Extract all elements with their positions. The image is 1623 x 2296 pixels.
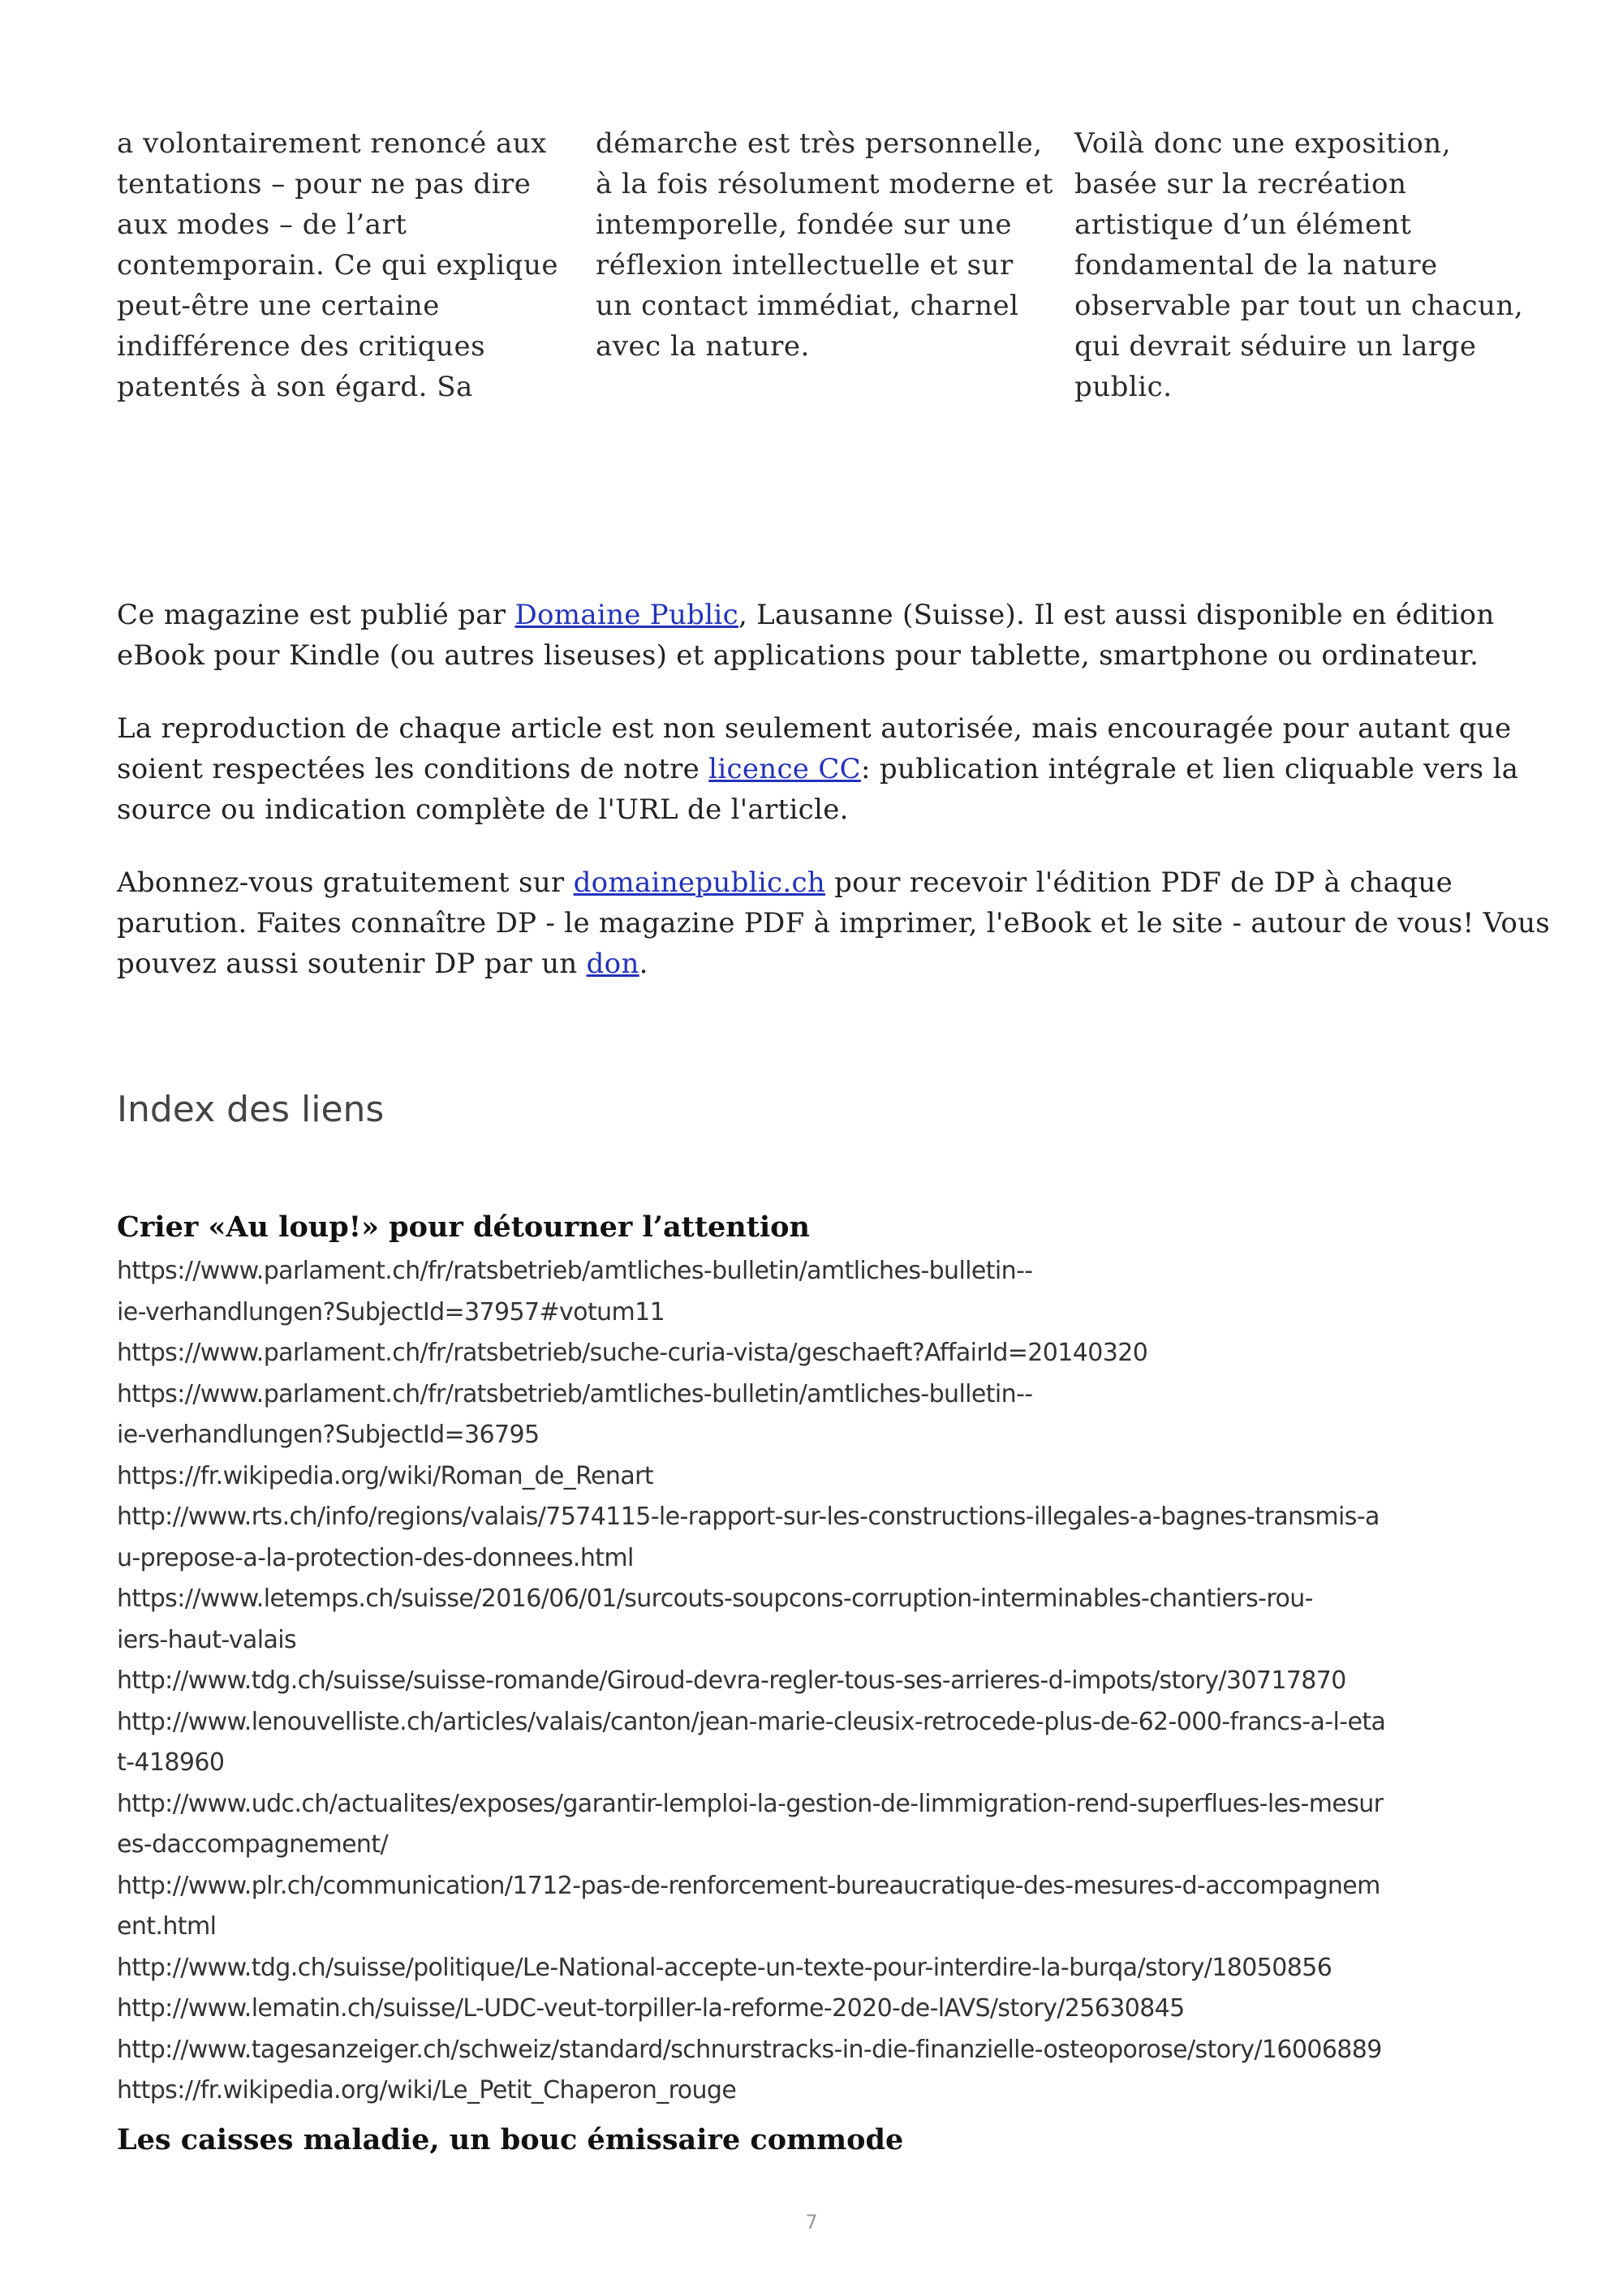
text-run: Ce magazine est publié par xyxy=(117,599,515,631)
article-title: Les caisses maladie, un bouc émissaire commode xyxy=(117,2122,904,2156)
url-line[interactable]: ie-verhandlungen?SubjectId=37957#votum11 xyxy=(117,1297,665,1326)
url-line[interactable]: https://fr.wikipedia.org/wiki/Roman_de_Renart xyxy=(117,1461,654,1490)
domainepublic-link[interactable]: domainepublic.ch xyxy=(573,866,825,899)
column-line: aux modes – de l’art xyxy=(117,209,407,241)
column-line: indifférence des critiques xyxy=(117,330,486,363)
paragraph-line xyxy=(117,862,1521,903)
column-line: avec la nature. xyxy=(596,330,810,363)
article-title: Crier «Au loup!» pour détourner l’attention xyxy=(117,1210,810,1244)
column-line: a volontairement renoncé aux xyxy=(117,127,547,160)
column-line: Voilà donc une exposition, xyxy=(1074,127,1451,160)
licence-cc-link[interactable]: licence CC xyxy=(708,753,861,785)
url-line[interactable]: https://www.parlament.ch/fr/ratsbetrieb/amtliches-bulletin/amtliches-bulletin-- xyxy=(117,1257,1033,1285)
column-line: un contact immédiat, charnel xyxy=(596,290,1019,322)
text-run: pouvez aussi soutenir DP par un xyxy=(117,948,587,980)
column-line: public. xyxy=(1074,371,1173,403)
url-line[interactable]: https://fr.wikipedia.org/wiki/Le_Petit_Chaperon_rouge xyxy=(117,2076,737,2105)
url-line[interactable]: u-prepose-a-la-protection-des-donnees.html xyxy=(117,1543,634,1572)
url-line[interactable]: http://www.plr.ch/communication/1712-pas-de-renforcement-bureaucratique-des-mesures-d-accompagnem xyxy=(117,1871,1380,1900)
don-link[interactable]: don xyxy=(586,948,639,980)
url-line[interactable]: http://www.udc.ch/actualites/exposes/garantir-lemploi-la-gestion-de-limmigration-rend-superflues-les-mesur xyxy=(117,1789,1384,1818)
column-line: réflexion intellectuelle et sur xyxy=(596,249,1014,282)
url-line[interactable]: iers-haut-valais xyxy=(117,1625,296,1654)
paragraph-line: eBook pour Kindle (ou autres liseuses) et applications pour tablette, smartphone ou ordinateur. xyxy=(117,639,1479,672)
url-line[interactable]: https://www.parlament.ch/fr/ratsbetrieb/suche-curia-vista/geschaeft?AffairId=20140320 xyxy=(117,1339,1148,1367)
column-line: intemporelle, fondée sur une xyxy=(596,209,1012,241)
column-line: démarche est très personnelle, xyxy=(596,127,1043,160)
text-run: soient respectées les conditions de notre xyxy=(117,753,709,785)
url-line[interactable]: http://www.tagesanzeiger.ch/schweiz/standard/schnurstracks-in-die-finanzielle-osteoporose/story/16006889 xyxy=(117,2035,1382,2064)
paragraph-line xyxy=(117,749,1521,789)
license-paragraph xyxy=(117,708,1521,830)
text-run: Abonnez-vous gratuitement sur xyxy=(117,866,574,899)
url-line[interactable]: es-daccompagnement/ xyxy=(117,1830,389,1859)
text-run: , Lausanne (Suisse). Il est aussi disponible en édition xyxy=(738,599,1495,631)
publisher-info xyxy=(117,595,1551,1017)
index-heading: Index des liens xyxy=(117,1089,385,1130)
link-list xyxy=(117,1251,1529,2112)
url-line[interactable]: http://www.rts.ch/info/regions/valais/7574115-le-rapport-sur-les-constructions-illegales-a-bagnes-transmis-a xyxy=(117,1503,1380,1531)
column-line: observable par tout un chacun, xyxy=(1074,290,1524,322)
column-3 xyxy=(1074,123,1524,407)
column-line: fondamental de la nature xyxy=(1074,249,1438,282)
column-line: peut-être une certaine xyxy=(117,290,440,322)
url-line[interactable]: http://www.tdg.ch/suisse/politique/Le-National-accepte-un-texte-pour-interdire-la-burqa/story/18050856 xyxy=(117,1953,1332,1982)
url-line[interactable]: https://www.parlament.ch/fr/ratsbetrieb/amtliches-bulletin/amtliches-bulletin-- xyxy=(117,1379,1033,1408)
paragraph-line xyxy=(117,944,1521,984)
url-line[interactable]: http://www.lematin.ch/suisse/L-UDC-veut-torpiller-la-reforme-2020-de-lAVS/story/25630845 xyxy=(117,1994,1185,2023)
url-line[interactable]: http://www.tdg.ch/suisse/suisse-romande/Giroud-devra-regler-tous-ses-arrieres-d-impots/story/30717870 xyxy=(117,1666,1346,1695)
text-run: . xyxy=(639,948,648,980)
column-line: contemporain. Ce qui explique xyxy=(117,249,558,282)
column-line: artistique d’un élément xyxy=(1074,209,1412,241)
paragraph-line: La reproduction de chaque article est non seulement autorisée, mais encouragée pour autant que xyxy=(117,712,1512,745)
column-line: à la fois résolument moderne et xyxy=(596,168,1053,200)
subscribe-paragraph xyxy=(117,862,1551,984)
article-columns xyxy=(117,123,1524,407)
domaine-public-link[interactable]: Domaine Public xyxy=(514,599,738,631)
paragraph-line: source ou indication complète de l'URL de l'article. xyxy=(117,793,849,826)
publisher-paragraph xyxy=(117,595,1521,676)
column-line: patentés à son égard. Sa xyxy=(117,371,473,403)
url-line[interactable]: http://www.lenouvelliste.ch/articles/valais/canton/jean-marie-cleusix-retrocede-plus-de-62-000-francs-a-l-eta xyxy=(117,1707,1386,1736)
column-line: basée sur la recréation xyxy=(1074,168,1407,200)
column-line: tentations – pour ne pas dire xyxy=(117,168,532,200)
url-line[interactable]: ie-verhandlungen?SubjectId=36795 xyxy=(117,1421,540,1449)
column-line: qui devrait séduire un large xyxy=(1074,330,1477,363)
paragraph-line: parution. Faites connaître DP - le magazine PDF à imprimer, l'eBook et le site - autour de vous! Vous xyxy=(117,907,1551,939)
text-run: : publication intégrale et lien cliquable vers la xyxy=(860,753,1519,785)
text-run: pour recevoir l'édition PDF de DP à chaque xyxy=(825,866,1453,899)
page-number: 7 xyxy=(805,2211,818,2234)
url-line[interactable]: https://www.letemps.ch/suisse/2016/06/01/surcouts-soupcons-corruption-interminables-chantiers-rou- xyxy=(117,1584,1313,1613)
url-line[interactable]: ent.html xyxy=(117,1912,217,1941)
column-2 xyxy=(596,123,1053,407)
url-line[interactable]: t-418960 xyxy=(117,1748,225,1777)
paragraph-line xyxy=(117,595,1521,635)
link-index xyxy=(117,1207,1529,2161)
column-1 xyxy=(117,123,558,407)
